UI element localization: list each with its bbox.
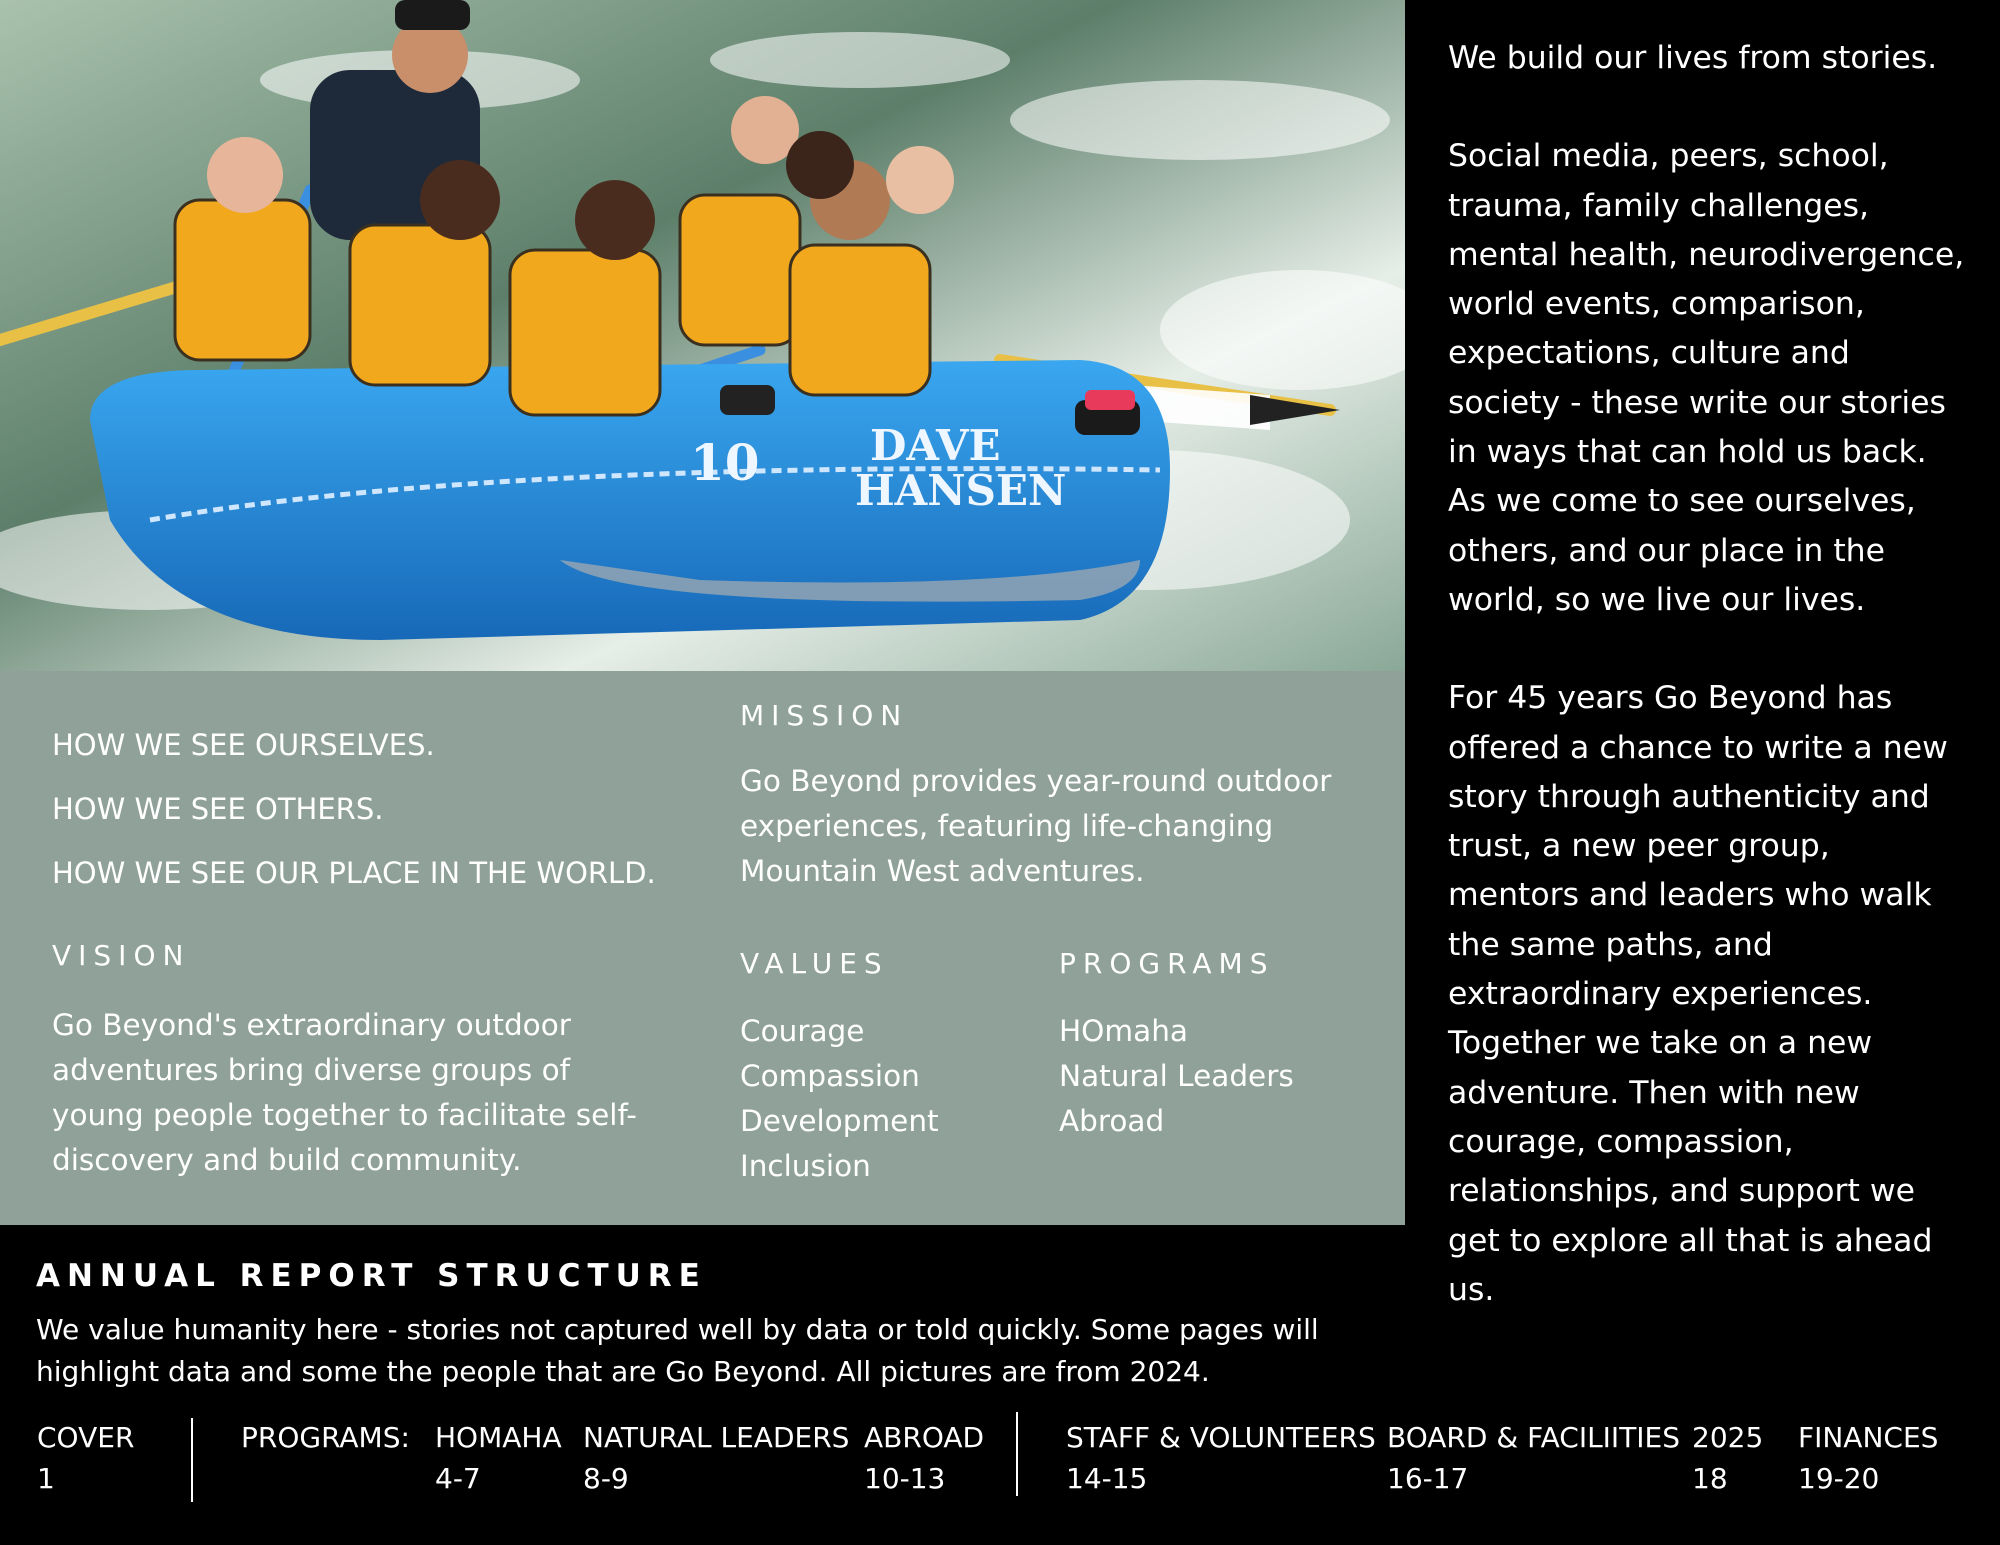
mission-text: Go Beyond provides year-round outdoor experiences, featuring life-changing Mountain West adventures. [740, 764, 1332, 888]
vision-heading: VISION [52, 939, 191, 972]
toc-label: HOMAHA [435, 1421, 562, 1454]
toc-2025[interactable] [1692, 1417, 1763, 1499]
toc-staff-volunteers[interactable] [1066, 1417, 1376, 1499]
toc-pages: 1 [37, 1462, 55, 1495]
raft-number: 10 [690, 433, 760, 492]
toc-natural-leaders[interactable] [583, 1417, 849, 1499]
toc-finances[interactable] [1798, 1417, 1938, 1499]
values-heading: VALUES [740, 947, 889, 980]
see-world: HOW WE SEE OUR PLACE IN THE WORLD. [52, 856, 656, 890]
values-list [740, 1009, 939, 1189]
toc-pages: 8-9 [583, 1462, 629, 1495]
toc-divider [191, 1418, 193, 1502]
mission-heading: MISSION [740, 699, 909, 732]
annual-report-title: ANNUAL REPORT STRUCTURE [36, 1258, 707, 1294]
value-item: Courage [740, 1014, 865, 1048]
toc-label: NATURAL LEADERS [583, 1421, 850, 1454]
toc-cover[interactable] [37, 1417, 134, 1499]
toc-label: STAFF & VOLUNTEERS [1066, 1421, 1376, 1454]
story-paragraph-3: For 45 years Go Beyond has offered a chance to write a new story through authenticity and trust, a new peer group, mentors and leaders who walk the same paths, and extraordinary experiences. Together we take on a new adventure. Then with new courage, compassion, relationships, and support we get to explore all that is ahead us. [1448, 680, 1948, 1308]
raft-name-line1: DAVE [870, 421, 1001, 470]
toc-pages: 19-20 [1798, 1462, 1880, 1495]
toc-label: COVER [37, 1421, 135, 1454]
program-item: HOmaha [1059, 1014, 1188, 1048]
raft-name-line2: HANSEN [855, 466, 1067, 515]
rafting-illustration [0, 0, 1405, 671]
story-paragraph-1: We build our lives from stories. [1448, 40, 1938, 76]
programs-heading: PROGRAMS [1059, 947, 1275, 980]
toc-board-facilities[interactable] [1387, 1417, 1680, 1499]
vision-text: Go Beyond's extraordinary outdoor adventures bring diverse groups of young people together to facilitate self-discovery and build community. [52, 1008, 637, 1177]
toc-homaha[interactable] [435, 1417, 562, 1499]
toc-pages: 18 [1692, 1462, 1728, 1495]
see-others: HOW WE SEE OTHERS. [52, 792, 384, 826]
toc-pages: 4-7 [435, 1462, 481, 1495]
see-statements [52, 713, 692, 905]
toc-abroad[interactable] [864, 1417, 984, 1499]
value-item: Inclusion [740, 1149, 871, 1183]
story-column [1448, 34, 1968, 1315]
programs-list [1059, 1009, 1294, 1144]
toc-label: ABROAD [864, 1421, 985, 1454]
toc-divider [1016, 1412, 1018, 1496]
hero-photo [0, 0, 1405, 671]
toc-pages: 16-17 [1387, 1462, 1469, 1495]
toc-pages: 10-13 [864, 1462, 946, 1495]
toc-label: BOARD & FACILIITIES [1387, 1421, 1681, 1454]
toc-pages: 14-15 [1066, 1462, 1148, 1495]
story-paragraph-2: Social media, peers, school, trauma, family challenges, mental health, neurodivergence, world events, comparison, expectations, culture and society - these write our stories in ways that can hold us back. As we come to see ourselves, others, and our place in the world, so we live our lives. [1448, 138, 1965, 618]
toc-label: 2025 [1692, 1421, 1764, 1454]
program-item: Abroad [1059, 1104, 1165, 1138]
toc-label: FINANCES [1798, 1421, 1939, 1454]
info-panel [0, 671, 1405, 1225]
program-item: Natural Leaders [1059, 1059, 1294, 1093]
value-item: Compassion [740, 1059, 920, 1093]
value-item: Development [740, 1104, 939, 1138]
see-ourselves: HOW WE SEE OURSELVES. [52, 728, 435, 762]
toc-programs-label: PROGRAMS: [241, 1421, 410, 1454]
annual-report-text: We value humanity here - stories not captured well by data or told quickly. Some pages will highlight data and some the people that are Go Beyond. All pictures are from 2024. [36, 1313, 1319, 1388]
